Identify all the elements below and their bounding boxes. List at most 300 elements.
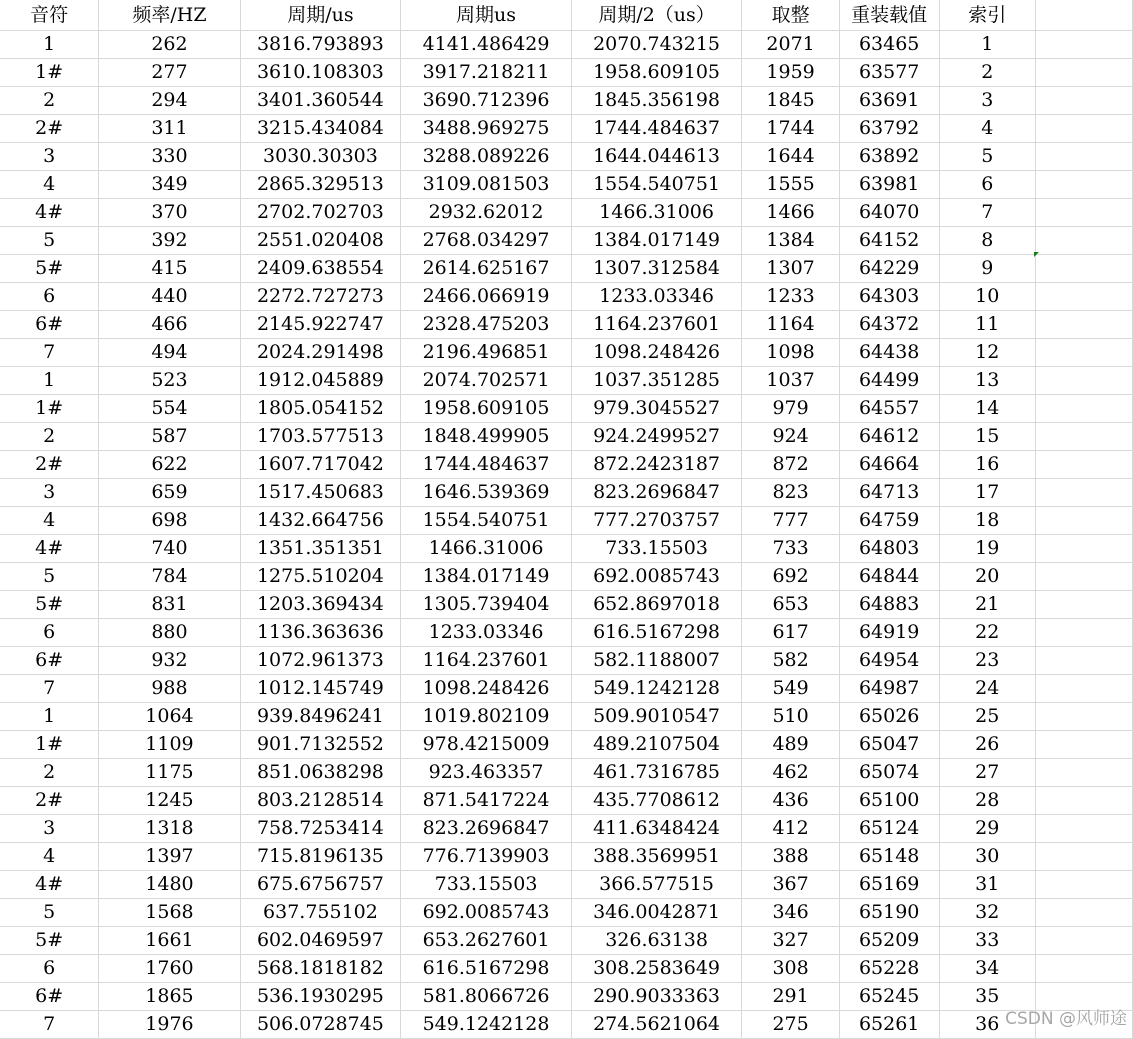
table-cell[interactable]: 388.3569951: [571, 843, 742, 871]
table-cell[interactable]: 1646.539369: [401, 479, 572, 507]
table-cell[interactable]: 1958.609105: [571, 59, 742, 87]
table-cell[interactable]: 622: [99, 451, 240, 479]
empty-cell[interactable]: [1035, 535, 1132, 563]
table-cell[interactable]: 1233: [742, 283, 839, 311]
table-cell[interactable]: 988: [99, 675, 240, 703]
table-cell[interactable]: 274.5621064: [571, 1011, 742, 1039]
empty-cell[interactable]: [1035, 563, 1132, 591]
table-cell[interactable]: 64152: [839, 227, 939, 255]
table-cell[interactable]: 3917.218211: [401, 59, 572, 87]
table-cell[interactable]: 494: [99, 339, 240, 367]
table-cell[interactable]: 370: [99, 199, 240, 227]
table-cell[interactable]: 758.7253414: [240, 815, 401, 843]
table-cell[interactable]: 392: [99, 227, 240, 255]
table-cell[interactable]: 2024.291498: [240, 339, 401, 367]
table-cell[interactable]: 412: [742, 815, 839, 843]
empty-cell[interactable]: [1035, 395, 1132, 423]
table-cell[interactable]: 1384.017149: [401, 563, 572, 591]
table-cell[interactable]: 308.2583649: [571, 955, 742, 983]
table-cell[interactable]: 28: [939, 787, 1035, 815]
table-cell[interactable]: 1517.450683: [240, 479, 401, 507]
table-cell[interactable]: 35: [939, 983, 1035, 1011]
table-cell[interactable]: 2409.638554: [240, 255, 401, 283]
table-cell[interactable]: 64372: [839, 311, 939, 339]
table-cell[interactable]: 1098: [742, 339, 839, 367]
table-cell[interactable]: 5: [0, 899, 99, 927]
table-cell[interactable]: 1175: [99, 759, 240, 787]
table-cell[interactable]: 2551.020408: [240, 227, 401, 255]
table-cell[interactable]: 2768.034297: [401, 227, 572, 255]
table-cell[interactable]: 32: [939, 899, 1035, 927]
table-cell[interactable]: 1607.717042: [240, 451, 401, 479]
table-cell[interactable]: 64803: [839, 535, 939, 563]
empty-cell[interactable]: [1035, 703, 1132, 731]
table-cell[interactable]: 65169: [839, 871, 939, 899]
table-cell[interactable]: 7: [0, 1011, 99, 1039]
table-cell[interactable]: 3610.108303: [240, 59, 401, 87]
table-cell[interactable]: 6: [0, 955, 99, 983]
table-cell[interactable]: 1351.351351: [240, 535, 401, 563]
table-cell[interactable]: 675.6756757: [240, 871, 401, 899]
table-cell[interactable]: 1037: [742, 367, 839, 395]
table-cell[interactable]: 1164: [742, 311, 839, 339]
table-cell[interactable]: 327: [742, 927, 839, 955]
table-cell[interactable]: 1164.237601: [401, 647, 572, 675]
empty-cell[interactable]: [1035, 31, 1132, 59]
table-cell[interactable]: 2272.727273: [240, 283, 401, 311]
table-cell[interactable]: 8: [939, 227, 1035, 255]
table-cell[interactable]: 554: [99, 395, 240, 423]
empty-cell[interactable]: [1035, 199, 1132, 227]
table-cell[interactable]: 1037.351285: [571, 367, 742, 395]
table-cell[interactable]: 1865: [99, 983, 240, 1011]
table-cell[interactable]: 637.755102: [240, 899, 401, 927]
table-cell[interactable]: 901.7132552: [240, 731, 401, 759]
table-cell[interactable]: 64664: [839, 451, 939, 479]
table-cell[interactable]: 13: [939, 367, 1035, 395]
header-cell[interactable]: 周期/us: [240, 0, 401, 31]
table-cell[interactable]: 823: [742, 479, 839, 507]
table-cell[interactable]: 6#: [0, 983, 99, 1011]
empty-cell[interactable]: [1035, 171, 1132, 199]
table-cell[interactable]: 509.9010547: [571, 703, 742, 731]
table-cell[interactable]: 6: [0, 283, 99, 311]
table-cell[interactable]: 549.1242128: [401, 1011, 572, 1039]
table-cell[interactable]: 979.3045527: [571, 395, 742, 423]
table-cell[interactable]: 692.0085743: [571, 563, 742, 591]
table-cell[interactable]: 65190: [839, 899, 939, 927]
table-cell[interactable]: 3816.793893: [240, 31, 401, 59]
table-cell[interactable]: 2: [0, 759, 99, 787]
table-cell[interactable]: 1466.31006: [401, 535, 572, 563]
table-cell[interactable]: 65245: [839, 983, 939, 1011]
table-cell[interactable]: 3288.089226: [401, 143, 572, 171]
empty-cell[interactable]: [1035, 899, 1132, 927]
empty-cell[interactable]: [1035, 283, 1132, 311]
table-cell[interactable]: 823.2696847: [401, 815, 572, 843]
table-cell[interactable]: 1959: [742, 59, 839, 87]
table-cell[interactable]: 523: [99, 367, 240, 395]
table-cell[interactable]: 388: [742, 843, 839, 871]
table-cell[interactable]: 64499: [839, 367, 939, 395]
table-cell[interactable]: 4: [0, 171, 99, 199]
table-cell[interactable]: 435.7708612: [571, 787, 742, 815]
table-cell[interactable]: 4: [0, 507, 99, 535]
table-cell[interactable]: 1#: [0, 59, 99, 87]
table-cell[interactable]: 29: [939, 815, 1035, 843]
table-cell[interactable]: 924: [742, 423, 839, 451]
table-cell[interactable]: 64438: [839, 339, 939, 367]
table-cell[interactable]: 6: [0, 619, 99, 647]
table-cell[interactable]: 63792: [839, 115, 939, 143]
table-cell[interactable]: 2614.625167: [401, 255, 572, 283]
table-cell[interactable]: 65074: [839, 759, 939, 787]
empty-cell[interactable]: [1035, 115, 1132, 143]
table-cell[interactable]: 65026: [839, 703, 939, 731]
table-cell[interactable]: 1845.356198: [571, 87, 742, 115]
table-cell[interactable]: 1568: [99, 899, 240, 927]
table-cell[interactable]: 30: [939, 843, 1035, 871]
empty-cell[interactable]: [1035, 59, 1132, 87]
table-cell[interactable]: 653.2627601: [401, 927, 572, 955]
table-cell[interactable]: 872.2423187: [571, 451, 742, 479]
table-cell[interactable]: 7: [939, 199, 1035, 227]
table-cell[interactable]: 6: [939, 171, 1035, 199]
header-cell[interactable]: 周期us: [401, 0, 572, 31]
table-cell[interactable]: 582: [742, 647, 839, 675]
table-cell[interactable]: 2865.329513: [240, 171, 401, 199]
table-cell[interactable]: 1554.540751: [571, 171, 742, 199]
table-cell[interactable]: 1245: [99, 787, 240, 815]
table-cell[interactable]: 924.2499527: [571, 423, 742, 451]
table-cell[interactable]: 1432.664756: [240, 507, 401, 535]
empty-cell[interactable]: [1035, 787, 1132, 815]
table-cell[interactable]: 1555: [742, 171, 839, 199]
empty-cell[interactable]: [1035, 983, 1132, 1011]
table-cell[interactable]: 63577: [839, 59, 939, 87]
table-cell[interactable]: 1318: [99, 815, 240, 843]
table-cell[interactable]: 1466: [742, 199, 839, 227]
table-cell[interactable]: 3401.360544: [240, 87, 401, 115]
table-cell[interactable]: 3215.434084: [240, 115, 401, 143]
table-cell[interactable]: 871.5417224: [401, 787, 572, 815]
table-cell[interactable]: 4141.486429: [401, 31, 572, 59]
table-cell[interactable]: 1397: [99, 843, 240, 871]
table-cell[interactable]: 65148: [839, 843, 939, 871]
empty-cell[interactable]: [1035, 675, 1132, 703]
table-cell[interactable]: 1744.484637: [571, 115, 742, 143]
table-cell[interactable]: 311: [99, 115, 240, 143]
table-cell[interactable]: 4#: [0, 535, 99, 563]
table-cell[interactable]: 1098.248426: [401, 675, 572, 703]
table-cell[interactable]: 1#: [0, 731, 99, 759]
table-cell[interactable]: 1744: [742, 115, 839, 143]
table-cell[interactable]: 5: [0, 227, 99, 255]
table-cell[interactable]: 64070: [839, 199, 939, 227]
table-cell[interactable]: 349: [99, 171, 240, 199]
table-cell[interactable]: 1912.045889: [240, 367, 401, 395]
table-cell[interactable]: 1466.31006: [571, 199, 742, 227]
empty-cell[interactable]: [1035, 591, 1132, 619]
table-cell[interactable]: 23: [939, 647, 1035, 675]
table-cell[interactable]: 2071: [742, 31, 839, 59]
table-cell[interactable]: 3: [0, 815, 99, 843]
table-cell[interactable]: 2074.702571: [401, 367, 572, 395]
table-cell[interactable]: 290.9033363: [571, 983, 742, 1011]
table-cell[interactable]: 1744.484637: [401, 451, 572, 479]
table-cell[interactable]: 3109.081503: [401, 171, 572, 199]
table-cell[interactable]: 851.0638298: [240, 759, 401, 787]
table-cell[interactable]: 64612: [839, 423, 939, 451]
table-cell[interactable]: 831: [99, 591, 240, 619]
table-cell[interactable]: 777: [742, 507, 839, 535]
table-cell[interactable]: 415: [99, 255, 240, 283]
table-cell[interactable]: 18: [939, 507, 1035, 535]
table-cell[interactable]: 65228: [839, 955, 939, 983]
table-cell[interactable]: 275: [742, 1011, 839, 1039]
table-cell[interactable]: 1: [0, 367, 99, 395]
table-cell[interactable]: 582.1188007: [571, 647, 742, 675]
empty-cell[interactable]: [1035, 255, 1132, 283]
table-cell[interactable]: 1136.363636: [240, 619, 401, 647]
table-cell[interactable]: 872: [742, 451, 839, 479]
empty-cell[interactable]: [1035, 479, 1132, 507]
table-cell[interactable]: 2145.922747: [240, 311, 401, 339]
table-cell[interactable]: 3: [0, 143, 99, 171]
table-cell[interactable]: 12: [939, 339, 1035, 367]
table-cell[interactable]: 1164.237601: [571, 311, 742, 339]
empty-cell[interactable]: [1035, 759, 1132, 787]
table-cell[interactable]: 1845: [742, 87, 839, 115]
table-cell[interactable]: 602.0469597: [240, 927, 401, 955]
empty-cell[interactable]: [1035, 731, 1132, 759]
empty-cell[interactable]: [1035, 619, 1132, 647]
table-cell[interactable]: 2#: [0, 451, 99, 479]
table-cell[interactable]: 4#: [0, 871, 99, 899]
table-cell[interactable]: 1703.577513: [240, 423, 401, 451]
empty-cell[interactable]: [1035, 311, 1132, 339]
table-cell[interactable]: 63892: [839, 143, 939, 171]
empty-cell[interactable]: [1035, 423, 1132, 451]
table-cell[interactable]: 932: [99, 647, 240, 675]
table-cell[interactable]: 2702.702703: [240, 199, 401, 227]
table-cell[interactable]: 1: [0, 31, 99, 59]
header-cell[interactable]: 索引: [939, 0, 1035, 31]
table-cell[interactable]: 616.5167298: [571, 619, 742, 647]
table-cell[interactable]: 5#: [0, 591, 99, 619]
table-cell[interactable]: 1480: [99, 871, 240, 899]
table-cell[interactable]: 4: [939, 115, 1035, 143]
empty-cell[interactable]: [1035, 955, 1132, 983]
table-cell[interactable]: 1#: [0, 395, 99, 423]
table-cell[interactable]: 715.8196135: [240, 843, 401, 871]
table-cell[interactable]: 1064: [99, 703, 240, 731]
table-cell[interactable]: 63691: [839, 87, 939, 115]
table-cell[interactable]: 923.463357: [401, 759, 572, 787]
table-cell[interactable]: 411.6348424: [571, 815, 742, 843]
table-cell[interactable]: 7: [0, 675, 99, 703]
table-cell[interactable]: 65047: [839, 731, 939, 759]
table-cell[interactable]: 1275.510204: [240, 563, 401, 591]
table-cell[interactable]: 549.1242128: [571, 675, 742, 703]
table-cell[interactable]: 1072.961373: [240, 647, 401, 675]
table-cell[interactable]: 25: [939, 703, 1035, 731]
table-cell[interactable]: 1019.802109: [401, 703, 572, 731]
table-cell[interactable]: 698: [99, 507, 240, 535]
table-cell[interactable]: 506.0728745: [240, 1011, 401, 1039]
table-cell[interactable]: 64229: [839, 255, 939, 283]
table-cell[interactable]: 1012.145749: [240, 675, 401, 703]
table-cell[interactable]: 733: [742, 535, 839, 563]
table-cell[interactable]: 27: [939, 759, 1035, 787]
table-cell[interactable]: 489: [742, 731, 839, 759]
table-cell[interactable]: 1805.054152: [240, 395, 401, 423]
table-cell[interactable]: 308: [742, 955, 839, 983]
table-cell[interactable]: 64844: [839, 563, 939, 591]
table-cell[interactable]: 20: [939, 563, 1035, 591]
table-cell[interactable]: 1976: [99, 1011, 240, 1039]
table-cell[interactable]: 436: [742, 787, 839, 815]
table-cell[interactable]: 65100: [839, 787, 939, 815]
table-cell[interactable]: 3: [0, 479, 99, 507]
table-cell[interactable]: 1661: [99, 927, 240, 955]
table-cell[interactable]: 294: [99, 87, 240, 115]
empty-cell[interactable]: [1035, 1011, 1132, 1039]
table-cell[interactable]: 1644: [742, 143, 839, 171]
table-cell[interactable]: 5#: [0, 927, 99, 955]
table-cell[interactable]: 22: [939, 619, 1035, 647]
table-cell[interactable]: 1760: [99, 955, 240, 983]
table-cell[interactable]: 64759: [839, 507, 939, 535]
table-cell[interactable]: 2932.62012: [401, 199, 572, 227]
table-cell[interactable]: 65124: [839, 815, 939, 843]
empty-cell[interactable]: [1035, 227, 1132, 255]
table-cell[interactable]: 17: [939, 479, 1035, 507]
table-cell[interactable]: 2466.066919: [401, 283, 572, 311]
table-cell[interactable]: 617: [742, 619, 839, 647]
table-cell[interactable]: 489.2107504: [571, 731, 742, 759]
table-cell[interactable]: 64883: [839, 591, 939, 619]
header-cell[interactable]: 周期/2（us）: [571, 0, 742, 31]
table-cell[interactable]: 692.0085743: [401, 899, 572, 927]
table-cell[interactable]: 733.15503: [571, 535, 742, 563]
table-cell[interactable]: 1: [939, 31, 1035, 59]
header-cell[interactable]: 频率/HZ: [99, 0, 240, 31]
table-cell[interactable]: 6#: [0, 647, 99, 675]
table-cell[interactable]: 63981: [839, 171, 939, 199]
table-cell[interactable]: 978.4215009: [401, 731, 572, 759]
table-cell[interactable]: 4: [0, 843, 99, 871]
table-cell[interactable]: 587: [99, 423, 240, 451]
table-cell[interactable]: 2328.475203: [401, 311, 572, 339]
table-cell[interactable]: 366.577515: [571, 871, 742, 899]
empty-cell[interactable]: [1035, 143, 1132, 171]
table-cell[interactable]: 21: [939, 591, 1035, 619]
empty-cell[interactable]: [1035, 87, 1132, 115]
table-cell[interactable]: 5#: [0, 255, 99, 283]
table-cell[interactable]: 733.15503: [401, 871, 572, 899]
table-cell[interactable]: 15: [939, 423, 1035, 451]
empty-cell[interactable]: [1035, 339, 1132, 367]
table-cell[interactable]: 11: [939, 311, 1035, 339]
table-cell[interactable]: 2: [0, 423, 99, 451]
table-cell[interactable]: 65209: [839, 927, 939, 955]
table-cell[interactable]: 1233.03346: [571, 283, 742, 311]
table-cell[interactable]: 3: [939, 87, 1035, 115]
table-cell[interactable]: 1109: [99, 731, 240, 759]
table-cell[interactable]: 692: [742, 563, 839, 591]
table-cell[interactable]: 64303: [839, 283, 939, 311]
table-cell[interactable]: 1848.499905: [401, 423, 572, 451]
table-cell[interactable]: 63465: [839, 31, 939, 59]
table-cell[interactable]: 64557: [839, 395, 939, 423]
empty-cell[interactable]: [1035, 367, 1132, 395]
table-cell[interactable]: 880: [99, 619, 240, 647]
header-cell[interactable]: 音符: [0, 0, 99, 31]
empty-cell[interactable]: [1035, 815, 1132, 843]
table-cell[interactable]: 1958.609105: [401, 395, 572, 423]
table-cell[interactable]: 1307: [742, 255, 839, 283]
table-cell[interactable]: 616.5167298: [401, 955, 572, 983]
empty-cell[interactable]: [1035, 451, 1132, 479]
header-cell[interactable]: 重装载值: [839, 0, 939, 31]
table-cell[interactable]: 31: [939, 871, 1035, 899]
table-cell[interactable]: 3030.30303: [240, 143, 401, 171]
table-cell[interactable]: 1203.369434: [240, 591, 401, 619]
table-cell[interactable]: 5: [939, 143, 1035, 171]
table-cell[interactable]: 262: [99, 31, 240, 59]
table-cell[interactable]: 330: [99, 143, 240, 171]
table-cell[interactable]: 1233.03346: [401, 619, 572, 647]
table-cell[interactable]: 9: [939, 255, 1035, 283]
empty-cell[interactable]: [1035, 843, 1132, 871]
table-cell[interactable]: 784: [99, 563, 240, 591]
empty-cell[interactable]: [1035, 871, 1132, 899]
table-cell[interactable]: 36: [939, 1011, 1035, 1039]
table-cell[interactable]: 2#: [0, 787, 99, 815]
table-cell[interactable]: 568.1818182: [240, 955, 401, 983]
table-cell[interactable]: 7: [0, 339, 99, 367]
table-cell[interactable]: 549: [742, 675, 839, 703]
table-cell[interactable]: 510: [742, 703, 839, 731]
table-cell[interactable]: 740: [99, 535, 240, 563]
table-cell[interactable]: 64919: [839, 619, 939, 647]
table-cell[interactable]: 26: [939, 731, 1035, 759]
table-cell[interactable]: 5: [0, 563, 99, 591]
table-cell[interactable]: 1305.739404: [401, 591, 572, 619]
table-cell[interactable]: 6#: [0, 311, 99, 339]
table-cell[interactable]: 1554.540751: [401, 507, 572, 535]
table-cell[interactable]: 10: [939, 283, 1035, 311]
table-cell[interactable]: 2196.496851: [401, 339, 572, 367]
table-cell[interactable]: 1384: [742, 227, 839, 255]
table-cell[interactable]: 24: [939, 675, 1035, 703]
table-cell[interactable]: 367: [742, 871, 839, 899]
table-cell[interactable]: 33: [939, 927, 1035, 955]
table-cell[interactable]: 277: [99, 59, 240, 87]
empty-cell[interactable]: [1035, 647, 1132, 675]
header-cell[interactable]: 取整: [742, 0, 839, 31]
table-cell[interactable]: 64987: [839, 675, 939, 703]
table-cell[interactable]: 1098.248426: [571, 339, 742, 367]
table-cell[interactable]: 777.2703757: [571, 507, 742, 535]
empty-cell[interactable]: [1035, 927, 1132, 955]
table-cell[interactable]: 1: [0, 703, 99, 731]
table-cell[interactable]: 823.2696847: [571, 479, 742, 507]
header-cell-empty[interactable]: [1035, 0, 1132, 31]
table-cell[interactable]: 466: [99, 311, 240, 339]
table-cell[interactable]: 2070.743215: [571, 31, 742, 59]
